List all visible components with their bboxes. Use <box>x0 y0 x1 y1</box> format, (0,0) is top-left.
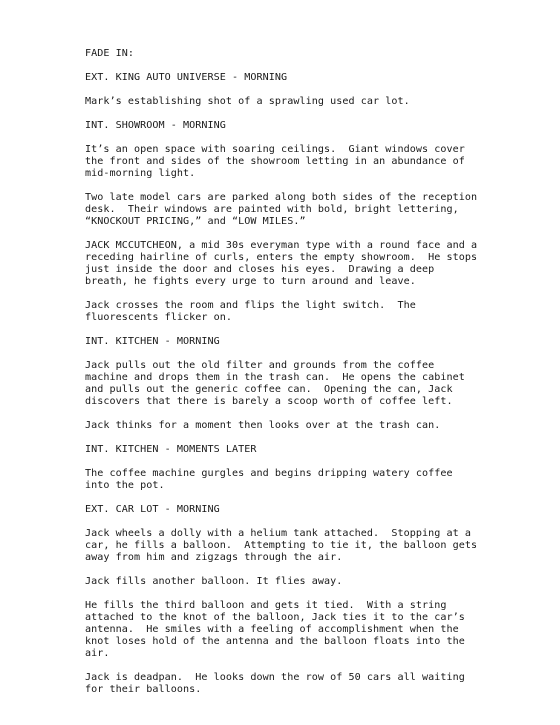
action-paragraph <box>85 672 505 696</box>
action-paragraph <box>85 576 505 588</box>
script-line: away from him and zigzags through the air. <box>85 552 343 563</box>
paragraph-gap <box>85 432 505 444</box>
script-line: just inside the door and closes his eyes. Drawing a deep <box>85 264 435 275</box>
script-line: for their balloons. <box>85 684 202 695</box>
script-line: EXT. KING AUTO UNIVERSE - MORNING <box>85 72 288 83</box>
script-line: It’s an open space with soaring ceilings. Giant windows cover <box>85 144 465 155</box>
script-line: mid-morning light. <box>85 168 196 179</box>
scene-heading <box>85 444 505 456</box>
script-line: The coffee machine gurgles and begins dripping watery coffee <box>85 468 453 479</box>
script-line: Jack thinks for a moment then looks over at the trash can. <box>85 420 441 431</box>
script-line: JACK MCCUTCHEON, a mid 30s everyman type with a round face and a <box>85 240 478 251</box>
paragraph-gap <box>85 408 505 420</box>
scene-heading <box>85 72 505 84</box>
script-line: and pulls out the generic coffee can. Opening the can, Jack <box>85 384 453 395</box>
script-line: the front and sides of the showroom letting in an abundance of <box>85 156 465 167</box>
paragraph-gap <box>85 228 505 240</box>
script-line: Jack wheels a dolly with a helium tank attached. Stopping at a <box>85 528 471 539</box>
action-paragraph <box>85 96 505 108</box>
paragraph-gap <box>85 456 505 468</box>
script-line: knot loses hold of the antenna and the balloon floats into the <box>85 636 465 647</box>
paragraph-gap <box>85 660 505 672</box>
script-line: Jack fills another balloon. It flies away. <box>85 576 343 587</box>
action-paragraph <box>85 360 505 408</box>
script-line: attached to the knot of the balloon, Jack ties it to the car’s <box>85 612 465 623</box>
script-line: air. <box>85 648 110 659</box>
action-paragraph <box>85 420 505 432</box>
paragraph-gap <box>85 180 505 192</box>
script-line: car, he fills a balloon. Attempting to tie it, the balloon gets <box>85 540 478 551</box>
action-paragraph <box>85 600 505 660</box>
script-line: into the pot. <box>85 480 165 491</box>
script-line: Jack pulls out the old filter and grounds from the coffee <box>85 360 435 371</box>
script-line: receding hairline of curls, enters the empty showroom. He stops <box>85 252 478 263</box>
paragraph-gap <box>85 60 505 72</box>
paragraph-gap <box>85 324 505 336</box>
script-line: Two late model cars are parked along both sides of the reception <box>85 192 478 203</box>
script-line: desk. Their windows are painted with bold, bright lettering, <box>85 204 459 215</box>
script-line: discovers that there is barely a scoop worth of coffee left. <box>85 396 453 407</box>
script-line: Mark’s establishing shot of a sprawling used car lot. <box>85 96 410 107</box>
action-paragraph <box>85 468 505 492</box>
script-line: INT. KITCHEN - MORNING <box>85 336 220 347</box>
paragraph-gap <box>85 564 505 576</box>
action-paragraph <box>85 144 505 180</box>
action-paragraph <box>85 240 505 288</box>
paragraph-gap <box>85 588 505 600</box>
script-line: machine and drops them in the trash can. He opens the cabinet <box>85 372 465 383</box>
script-line: “KNOCKOUT PRICING,” and “LOW MILES.” <box>85 216 306 227</box>
script-line: breath, he fights every urge to turn around and leave. <box>85 276 416 287</box>
scene-heading <box>85 504 505 516</box>
paragraph-gap <box>85 132 505 144</box>
script-line: EXT. CAR LOT - MORNING <box>85 504 220 515</box>
script-line: FADE IN: <box>85 48 135 59</box>
script-line: INT. SHOWROOM - MORNING <box>85 120 226 131</box>
transition <box>85 48 505 60</box>
paragraph-gap <box>85 516 505 528</box>
script-line: Jack is deadpan. He looks down the row of 50 cars all waiting <box>85 672 465 683</box>
paragraph-gap <box>85 348 505 360</box>
screenplay-body <box>85 48 505 696</box>
script-line: Jack crosses the room and flips the light switch. The <box>85 300 416 311</box>
script-line: INT. KITCHEN - MOMENTS LATER <box>85 444 257 455</box>
scene-heading <box>85 120 505 132</box>
scene-heading <box>85 336 505 348</box>
paragraph-gap <box>85 84 505 96</box>
script-line: antenna. He smiles with a feeling of accomplishment when the <box>85 624 459 635</box>
action-paragraph <box>85 300 505 324</box>
script-line: fluorescents flicker on. <box>85 312 233 323</box>
script-line: He fills the third balloon and gets it tied. With a string <box>85 600 447 611</box>
paragraph-gap <box>85 288 505 300</box>
paragraph-gap <box>85 492 505 504</box>
action-paragraph <box>85 192 505 228</box>
action-paragraph <box>85 528 505 564</box>
paragraph-gap <box>85 108 505 120</box>
